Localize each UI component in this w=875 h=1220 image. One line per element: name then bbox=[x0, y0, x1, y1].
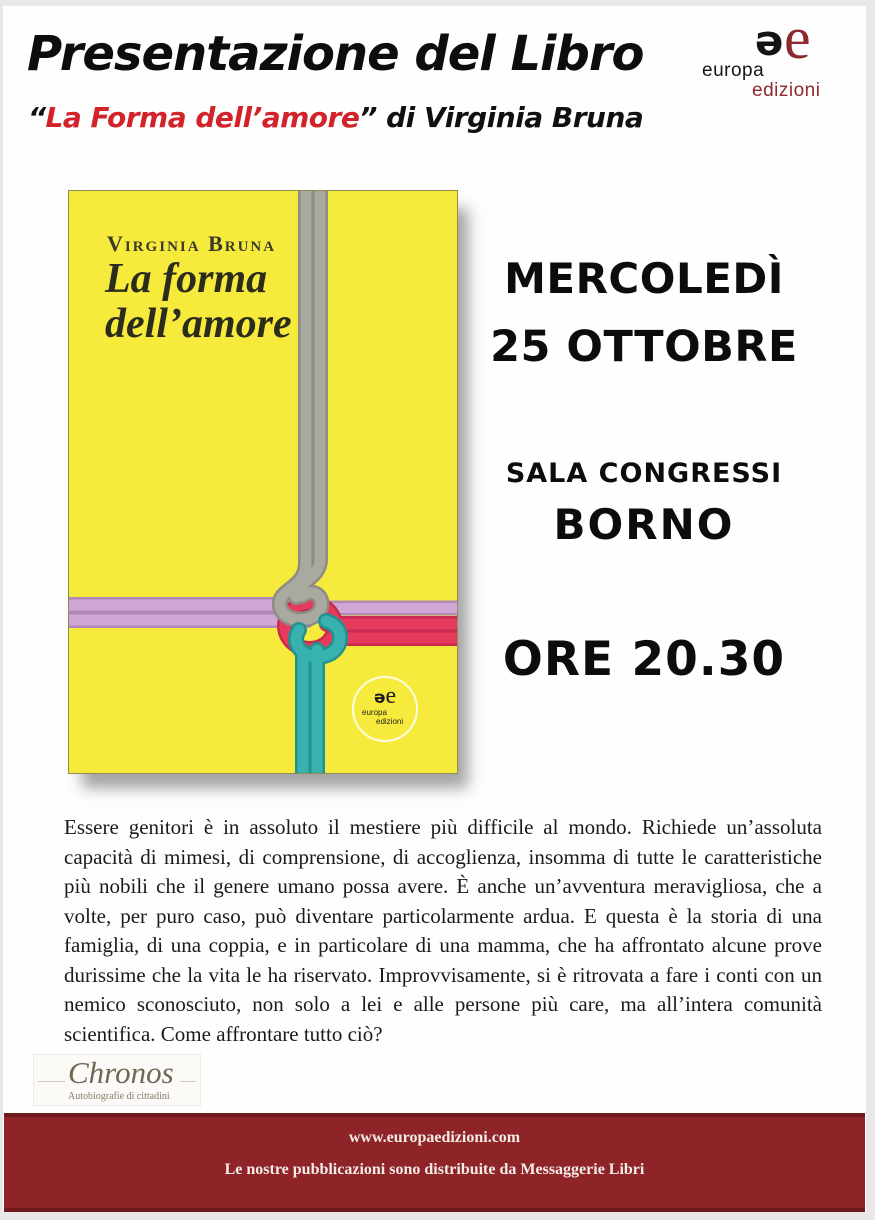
europa-edizioni-logo bbox=[702, 5, 842, 104]
cover-title-line1: La forma bbox=[105, 256, 268, 302]
logo-reversed-e-glyph: ǝ bbox=[755, 16, 784, 65]
distribution-note: Le nostre pubblicazioni sono distribuite da Messaggerie Libri bbox=[224, 1161, 645, 1178]
cover-publisher-stamp bbox=[352, 676, 418, 742]
teal-rope bbox=[296, 621, 340, 773]
event-venue-town: BORNO bbox=[553, 500, 735, 549]
logo-e-glyph: e bbox=[784, 5, 811, 71]
chronos-right-rule bbox=[180, 1081, 196, 1082]
subtitle-byline: di Virginia Bruna bbox=[376, 101, 644, 134]
book-cover-image bbox=[68, 190, 458, 774]
event-date: 25 OTTOBRE bbox=[490, 322, 798, 372]
event-day: MERCOLEDÌ bbox=[504, 254, 784, 303]
logo-europa-text: europa bbox=[702, 60, 765, 81]
cover-title-line2: dell’amore bbox=[105, 301, 292, 348]
event-time: ORE 20.30 bbox=[502, 632, 786, 687]
book-subtitle bbox=[28, 101, 688, 134]
stamp-reversed-e-glyph: ǝ bbox=[374, 688, 386, 708]
stamp-europa-text: europa bbox=[362, 708, 387, 717]
event-venue-hall: SALA CONGRESSI bbox=[505, 458, 783, 489]
gray-rope bbox=[280, 191, 322, 620]
footer-band bbox=[4, 1113, 865, 1212]
stamp-edizioni-text: edizioni bbox=[376, 717, 404, 726]
book-description: Essere genitori è in assoluto il mestiere più difficile al mondo. Richiede un’assoluta capacità di mimesi, di comprensione, di accoglienza, insomma di tutte le caratteristiche più nobili che il genere umano possa avere. È anche un’avventura meravigliosa, che a volte, per puro caso, può diventare particolarmente ardua. E questa è la storia di una famiglia, di una coppia, e in particolare di una mamma, che ha affrontato alcune prove durissime che la vita le ha riservato. Improvvisamente, si è ritrovata a fare i conti con un nemico sconosciuto, non solo a lei e alle persone più care, ma all’intera comunità scientifica. Come affrontare tutto ciò? bbox=[64, 815, 822, 1046]
chronos-left-rule bbox=[38, 1081, 65, 1082]
chronos-series-logo bbox=[33, 1054, 201, 1106]
cover-author-name: Virginia Bruna bbox=[107, 231, 277, 256]
cover-book-title bbox=[105, 257, 292, 348]
stamp-glyphs bbox=[374, 684, 396, 708]
subtitle-close-quote: ” bbox=[359, 101, 377, 134]
publisher-website: www.europaedizioni.com bbox=[348, 1129, 521, 1146]
logo-edizioni-text: edizioni bbox=[752, 80, 821, 101]
subtitle-book-title: La Forma dell’amore bbox=[45, 101, 360, 134]
page-title: Presentazione del Libro bbox=[27, 26, 644, 82]
subtitle-open-quote: “ bbox=[28, 101, 46, 134]
stamp-e-glyph: e bbox=[385, 683, 397, 709]
chronos-tagline: Autobiografie di cittadini bbox=[68, 1091, 170, 1102]
chronos-name: Chronos bbox=[68, 1055, 174, 1090]
